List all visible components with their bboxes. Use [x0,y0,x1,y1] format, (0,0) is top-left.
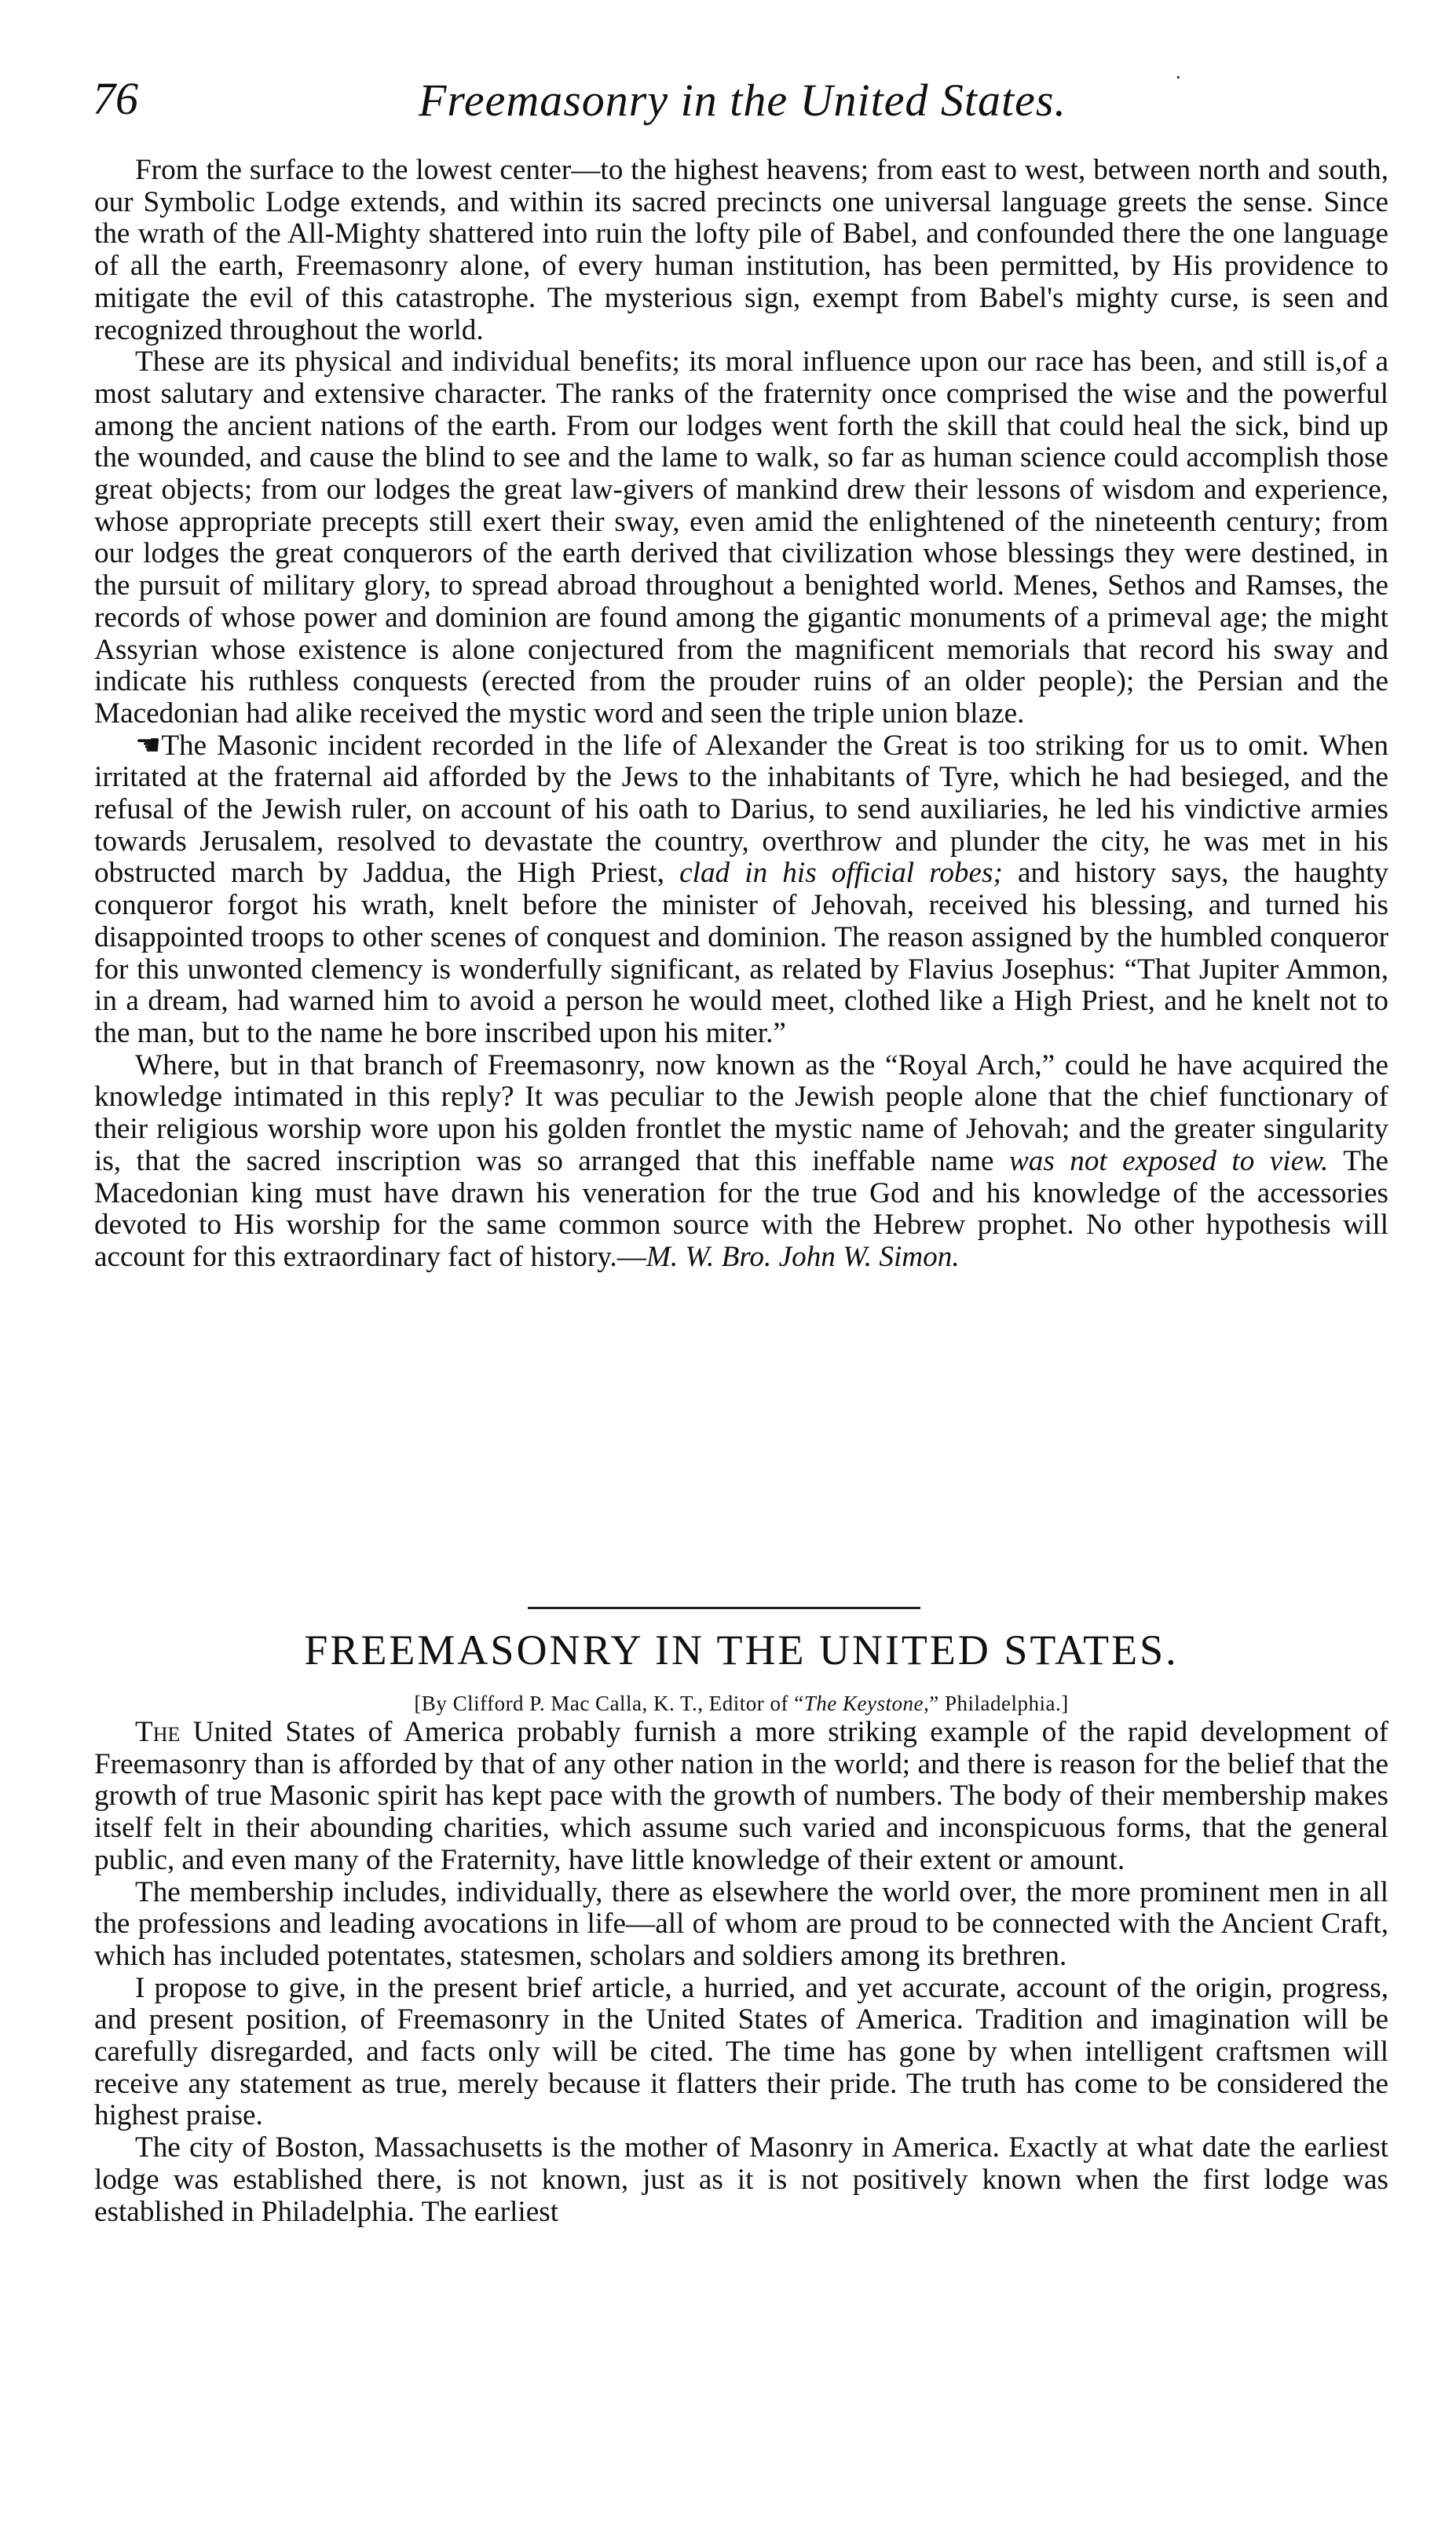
section-divider [528,1607,920,1609]
running-title: Freemasonry in the United States. [419,75,1066,126]
page-header [93,66,1388,143]
paragraph: The city of Boston, Massachusetts is the mother of Masonry in America. Exactly at what date the earliest lodge was established there, is not known, just as it is not positively known when the first lodge was established in Philadelphia. The earliest [94,2131,1388,2228]
paragraph: The United States of America probably furnish a more striking example of the rapid development of Freemasonry than is afforded by that of any other nation in the world; and there is reason for the belief that the growth of true Masonic spirit has kept pace with the growth of numbers. The body of their membership makes itself felt in their abounding charities, which assume such varied and inconspicuous forms, that the general public, and even many of the Fraternity, have little knowledge of their extent or amount. [94,1716,1389,1876]
lead-word: The [135,1716,181,1748]
paragraph: The membership includes, individually, there as elsewhere the world over, the more prominent men in all the professions and leading avocations in life—all of whom are proud to be connected with the Ancient Craft, which has included potentates, statesmen, scholars and soldiers among its brethren. [94,1875,1388,1972]
italic-phrase: was not exposed to view. [1008,1144,1329,1177]
section-masonic-benefits [94,155,1388,1274]
paragraph-alexander: ☚The Masonic incident recorded in the life of Alexander the Great is too striking for us to omit. When irritated at the fraternal aid afforded by the Jews to the inhabitants of Tyre, which he had besieged, and the refusal of the Jewish ruler, on account of his oath to Darius, to send auxiliaries, he led his vindictive armies towards Jerusalem, resolved to devastate the country, overthrow and plunder the city, he was met in his obstructed march by Jaddua, the High Priest, clad in his official robes; and history says, the haughty conqueror forgot his wrath, knelt before the minister of Jehovah, received his blessing, and turned his disappointed troops to other scenes of conquest and dominion. The reason assigned by the humbled conqueror for this unwonted clemency is wonderfully significant, as related by Flavius Josephus: “That Jupiter Ammon, in a dream, had warned him to avoid a person he would meet, clothed like a High Priest, and he knelt not to the man, but to the name he bore inscribed upon his miter.” [94,729,1388,1049]
author-signature: M. W. Bro. John W. Simon. [646,1240,960,1273]
paragraph: I propose to give, in the present brief article, a hurried, and yet accurate, account of the origin, progress, and present position, of Freemasonry in the United States of America. Tradition and imagination will be carefully disregarded, and facts only will be cited. The time has gone by when intelligent craftsmen will receive any statement as true, merely because it flatters their pride. The truth has come to be considered the highest praise. [94,1971,1388,2132]
print-speck: · [1175,66,1182,89]
article-byline: [By Clifford P. Mac Calla, K. T., Editor of “The Keystone,” Philadelphia.] [414,1692,1069,1715]
pointing-hand-icon: ☚ [135,729,162,762]
paragraph: From the surface to the lowest center—to the highest heavens; from east to west, between north and south, our Symbolic Lodge extends, and within its sacred precincts one universal language greets the sense. Since the wrath of the All-Mighty shattered into ruin the lofty pile of Babel, and confounded there the one language of all the earth, Freemasonry alone, of every human institution, has been permitted, by His providence to mitigate the evil of this catastrophe. The mysterious sign, exempt from Babel's mighty curse, is seen and recognized throughout the world. [94,154,1388,346]
italic-phrase: clad in his official robes; [679,857,1003,890]
article-title: FREEMASONRY IN THE UNITED STATES. [304,1626,1179,1674]
page-number: 76 [93,73,138,124]
paragraph: These are its physical and individual benefits; its moral influence upon our race has been, and still is,of a most salutary and extensive character. The ranks of the fraternity once comprised the wise and the powerful among the ancient nations of the earth. From our lodges went forth the skill that could heal the sick, bind up the wounded, and cause the blind to see and the lame to walk, so far as human science could accomplish those great objects; from our lodges the great law-givers of mankind drew their lessons of wisdom and experience, whose appropriate precepts still exert their sway, even amid the enlightened of the nineteenth century; from our lodges the great conquerors of the earth derived that civilization whose blessings they were destined, in the pursuit of military glory, to spread abroad throughout a benighted world. Menes, Sethos and Ramses, the records of whose power and dominion are found among the gigantic monuments of a primeval age; the might Assyrian whose existence is alone conjectured from the magnificent memorials that record his sway and indicate his ruthless conquests (erected from the prouder ruins of an older people); the Persian and the Macedonian had alike received the mystic word and seen the triple union blaze. [94,346,1388,730]
paragraph-royal-arch: Where, but in that branch of Freemasonry, now known as the “Royal Arch,” could he have acquired the knowledge intimated in this reply? It was peculiar to the Jewish people alone that the chief functionary of their religious worship wore upon his golden frontlet the mystic name of Jehovah; and the greater singularity is, that the sacred inscription was so arranged that this ineffable name was not exposed to view. The Macedonian king must have drawn his veneration for the true God and his knowledge of the accessories devoted to His worship for the same common source with the Hebrew prophet. No other hypothesis will account for this extraordinary fact of history.—M. W. Bro. John W. Simon. [94,1048,1389,1273]
article-body [94,1717,1388,2228]
